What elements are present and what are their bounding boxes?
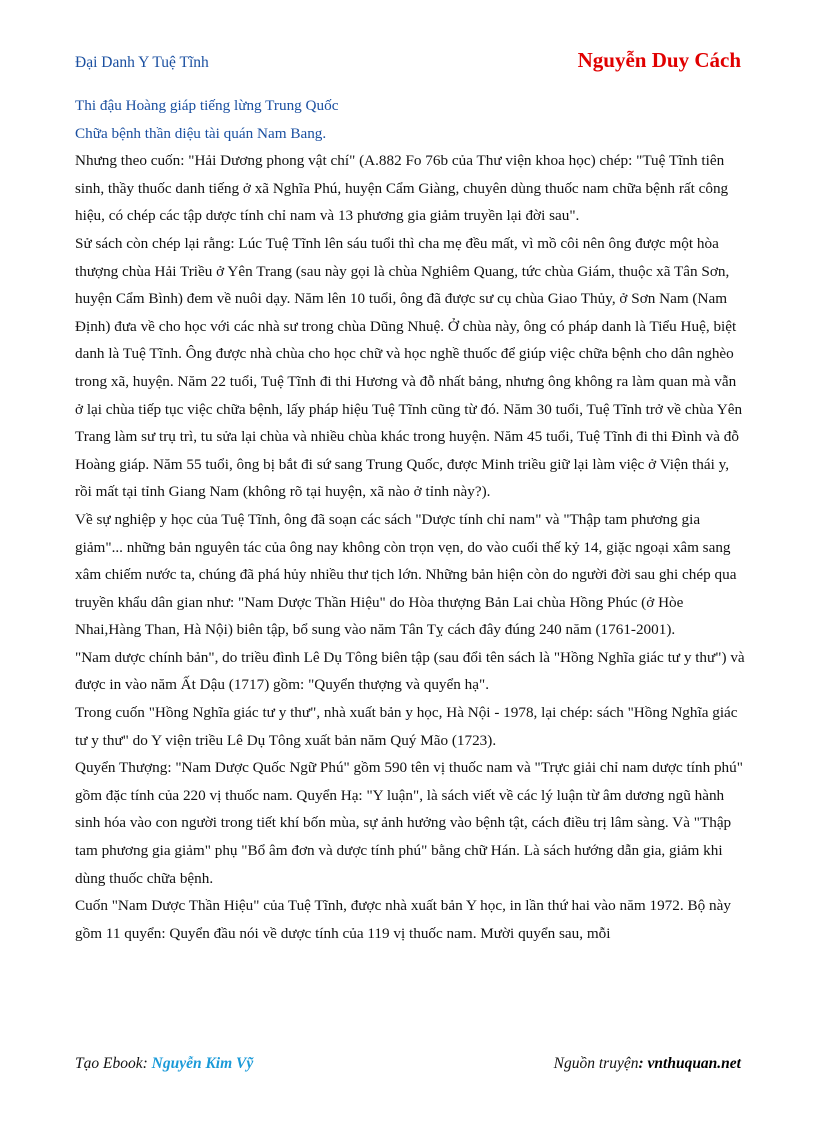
credit-label: Tạo Ebook (75, 1055, 143, 1072)
paragraph-7: Cuốn "Nam Dược Thần Hiệu" của Tuệ Tĩnh, được nhà xuất bản Y học, in lần thứ hai vào năm 1972. Bộ này gồm 11 quyển: Quyển đầu nói về dược tính của 119 vị thuốc nam. Mười quyển sau, mỗi (75, 897, 731, 942)
book-title: Đại Danh Y Tuệ Tĩnh (75, 54, 209, 71)
page-header (75, 48, 741, 78)
paragraph-6: Quyển Thượng: "Nam Dược Quốc Ngữ Phú" gồm 590 tên vị thuốc nam và "Trực giải chỉ nam dược tính phú" gồm đặc tính của 220 vị thuốc nam. Quyển Hạ: "Y luận", là sách viết về các lý luận từ âm dương ngũ hành sinh hóa vào con người trong tiết khí bốn mùa, sự ảnh hưởng vào bệnh tật, cách điều trị lâm sàng. Và "Thập tam phương gia giảm" phụ "Bổ âm đơn và dược tính phú" bằng chữ Hán. Là sách hướng dẫn gia, giảm khi dùng thuốc chữa bệnh. (75, 759, 743, 887)
source-credit: Nguồn truyện: vnthuquan.net (553, 1055, 741, 1072)
verse-line-1: Thi đậu Hoàng giáp tiếng lừng Trung Quốc (75, 97, 339, 114)
author-name: Nguyễn Duy Cách (577, 48, 741, 72)
source-label: Nguồn truyện (553, 1055, 639, 1072)
verse-line-2: Chữa bệnh thần diệu tài quán Nam Bang. (75, 124, 327, 142)
paragraph-1: Nhưng theo cuốn: "Hải Dương phong vật chí" (A.882 Fo 76b của Thư viện khoa học) chép: "Tuệ Tĩnh tiên sinh, thầy thuốc danh tiếng ở xã Nghĩa Phú, huyện Cẩm Giàng, chuyên dùng thuốc nam chữa bệnh rất công hiệu, có chép các tập dược tính chỉ nam và 13 phương gia giảm truyền lại đời sau". (75, 152, 729, 225)
page-footer (75, 1055, 741, 1077)
paragraph-5: Trong cuốn "Hồng Nghĩa giác tư y thư", nhà xuất bản y học, Hà Nội - 1978, lại chép: sách "Hồng Nghĩa giác tư y thư" do Y viện triều Lê Dụ Tông xuất bản năm Quý Mão (1723). (75, 704, 738, 749)
ebook-credit: Tạo Ebook: Nguyễn Kim Vỹ (75, 1055, 254, 1072)
paragraph-3: Về sự nghiệp y học của Tuệ Tĩnh, ông đã soạn các sách "Dược tính chỉ nam" và "Thập tam phương gia giảm"... những bản nguyên tác của ông nay không còn trọn vẹn, do vào cuối thế kỷ 14, giặc ngoại xâm sang xâm chiếm nước ta, chúng đã phá hủy nhiều thư tịch lớn. Những bản hiện còn do người đời sau ghi chép qua truyền khẩu dân gian như: "Nam Dược Thần Hiệu" do Hòa thượng Bản Lai chùa Hồng Phúc (ở Hòe Nhai,Hàng Than, Hà Nội) biên tập, bổ sung vào năm Tân Tỵ cách đây đúng 240 năm (1761-2001). (75, 510, 737, 639)
page-content (75, 92, 745, 947)
paragraph-2: Sử sách còn chép lại rằng: Lúc Tuệ Tĩnh lên sáu tuổi thì cha mẹ đều mất, vì mồ côi nên ông được một hòa thượng chùa Hải Triều ở Yên Trang (sau này gọi là chùa Nghiêm Quang, tức chùa Giám, thuộc xã Tân Sơn, huyện Cẩm Bình) đem về nuôi dạy. Năm lên 10 tuổi, ông đã được sư cụ chùa Giao Thủy, ở Sơn Nam (Nam Định) đưa về cho học với các nhà sư trong chùa Dũng Nhuệ. Ở chùa này, ông có pháp danh là Tiểu Huệ, biệt danh là Tuệ Tĩnh. Ông được nhà chùa cho học chữ và học nghề thuốc để giúp việc chữa bệnh cho dân nghèo trong xã, huyện. Năm 22 tuổi, Tuệ Tĩnh đi thi Hương và đỗ nhất bảng, nhưng ông không ra làm quan mà vẫn ở lại chùa tiếp tục việc chữa bệnh, lấy pháp hiệu Tuệ Tĩnh cũng từ đó. Năm 30 tuổi, Tuệ Tĩnh trở về chùa Yên Trang làm sư trụ trì, tu sửa lại chùa và nhiều chùa khác trong huyện. Năm 45 tuổi, Tuệ Tĩnh đi thi Đình và đỗ Hoàng giáp. Năm 55 tuổi, ông bị bắt đi sứ sang Trung Quốc, được Minh triều giữ lại làm việc ở Viện thái y, rồi mất tại tỉnh Giang Nam (không rõ tại huyện, xã nào ở tỉnh này?). (75, 234, 743, 501)
credit-name: Nguyễn Kim Vỹ (151, 1055, 254, 1072)
paragraph-4: "Nam dược chính bản", do triều đình Lê Dụ Tông biên tập (sau đổi tên sách là "Hồng Nghĩa giác tư y thư") và được in vào năm Ất Dậu (1717) gồm: "Quyển thượng và quyển hạ". (75, 648, 745, 694)
source-site[interactable]: vnthuquan.net (647, 1055, 741, 1072)
